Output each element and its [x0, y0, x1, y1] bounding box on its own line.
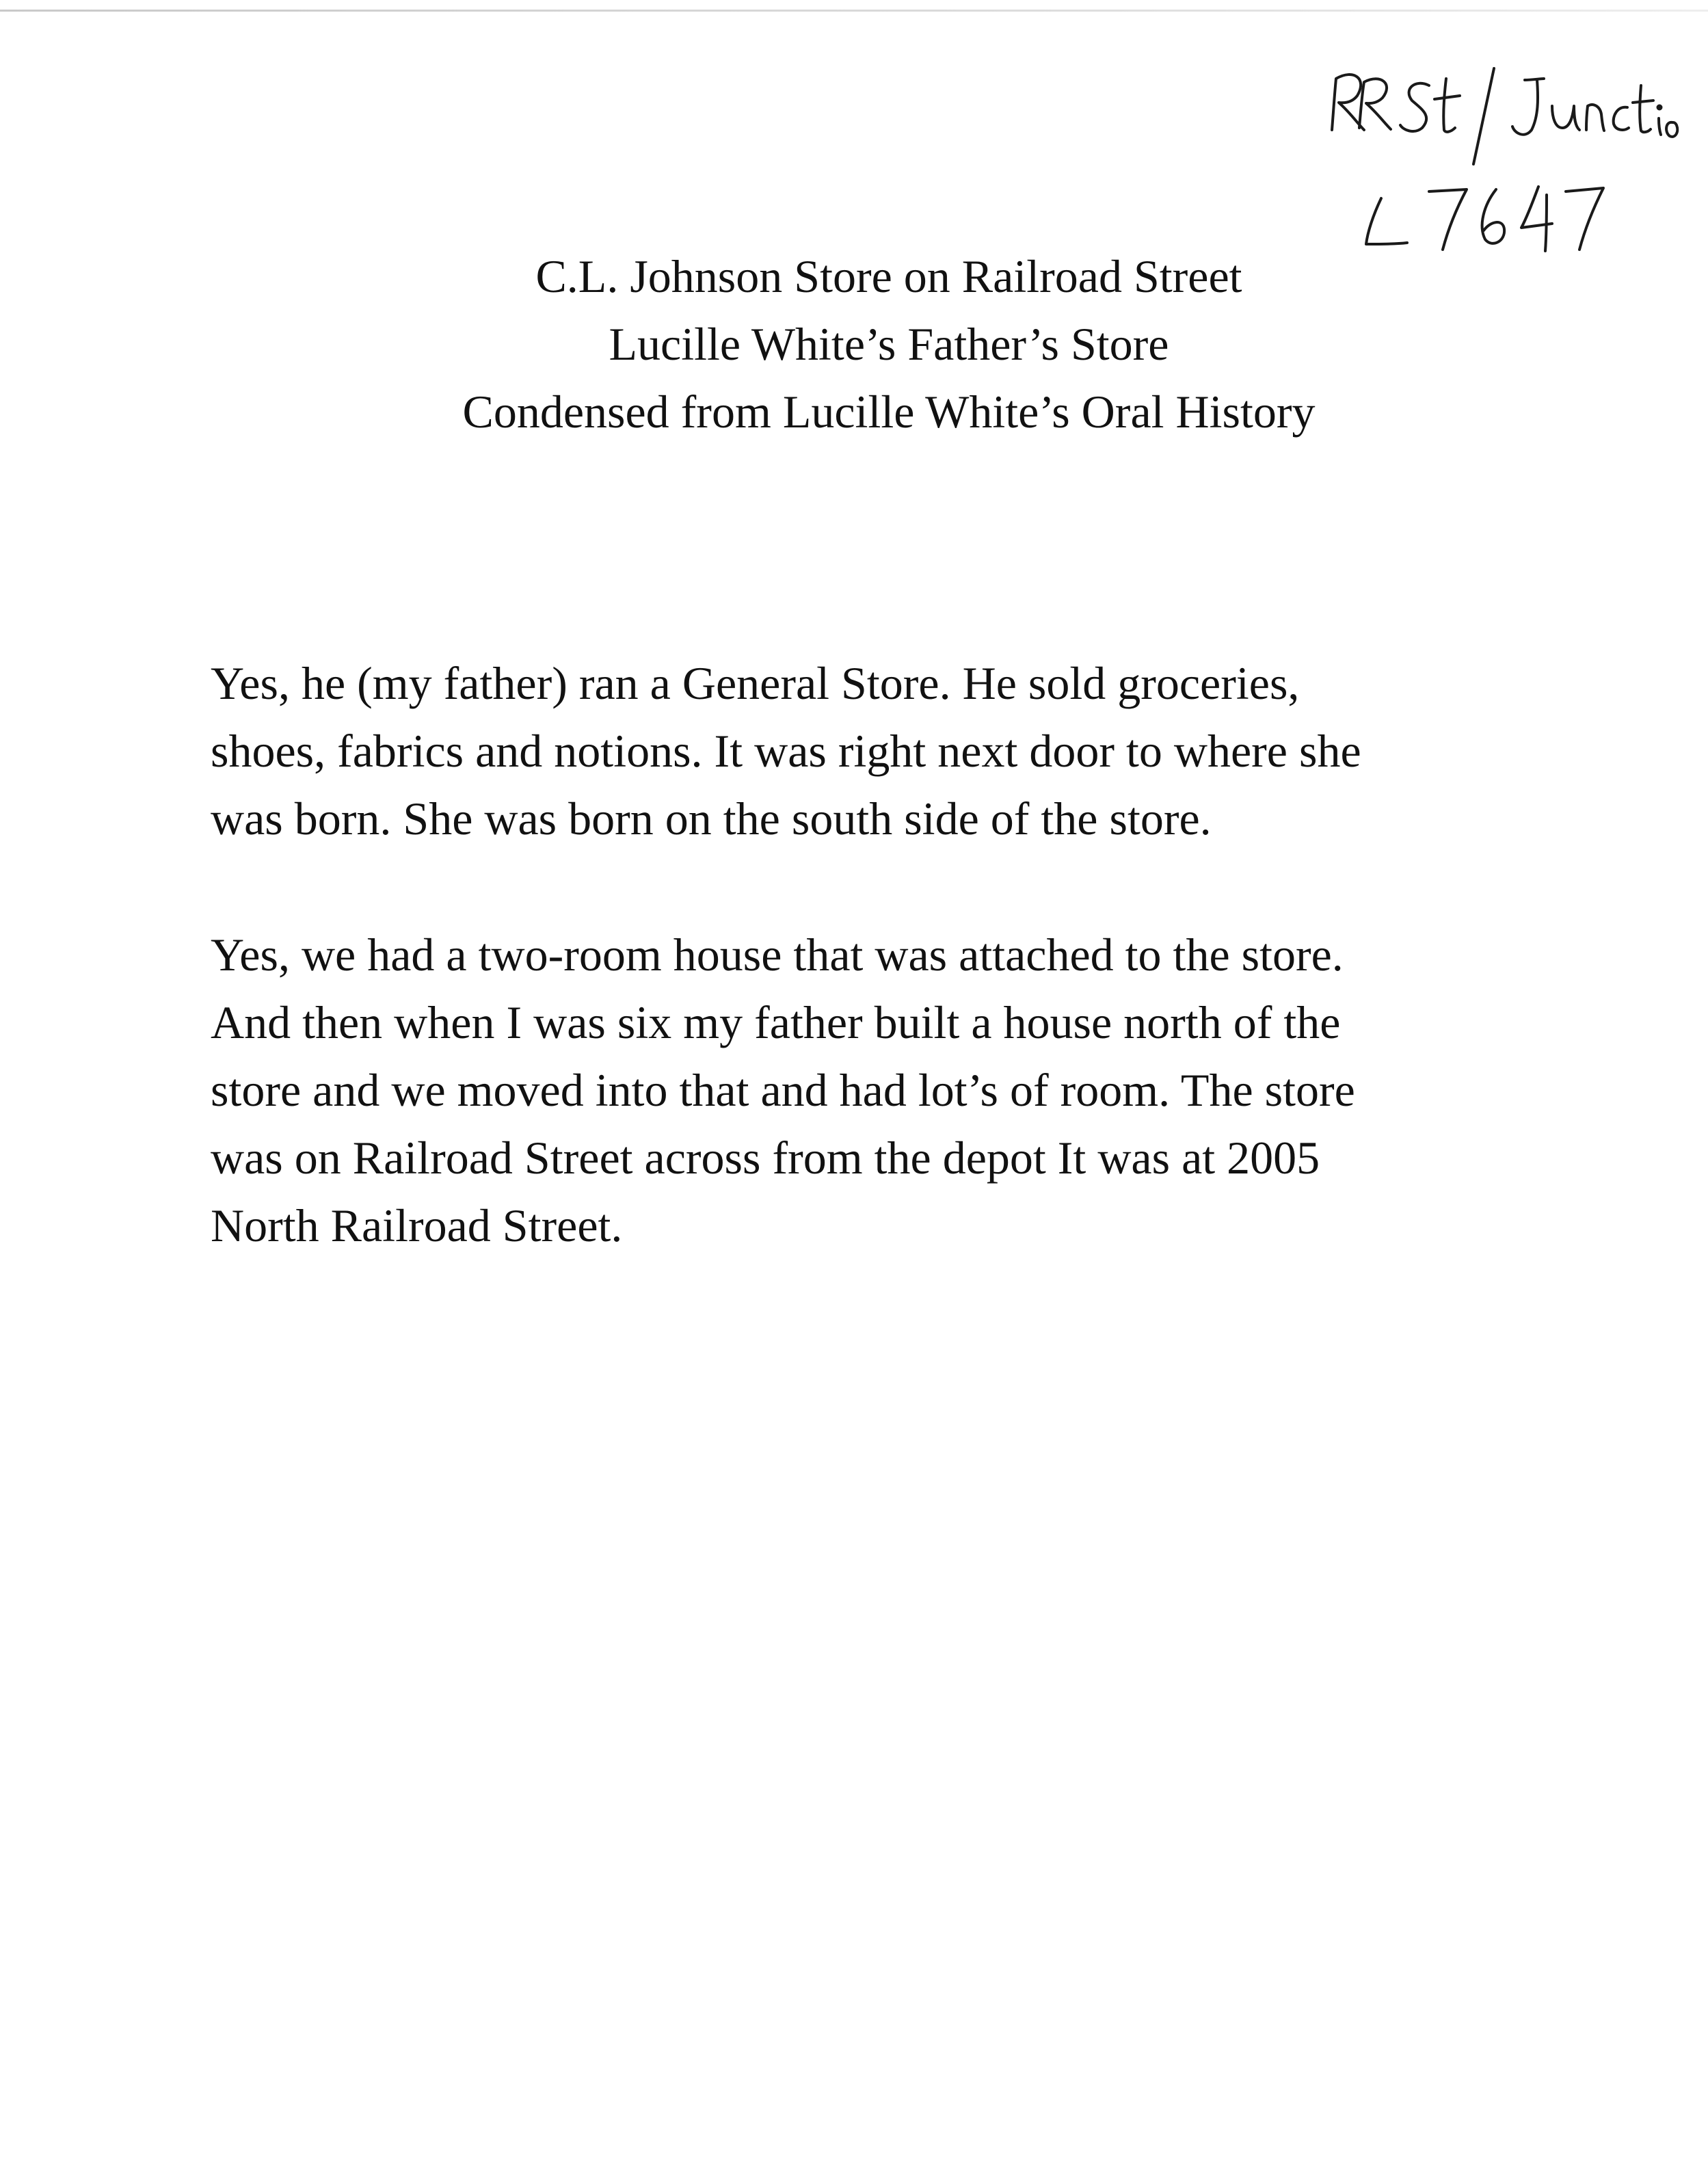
handwritten-note-drawing	[1326, 65, 1682, 270]
document-body	[211, 650, 1544, 1328]
header-subtitle: Lucille White’s Father’s Store	[609, 318, 1169, 370]
header-title: C.L. Johnson Store on Railroad Street	[535, 250, 1242, 302]
scan-top-edge	[0, 10, 1708, 12]
paragraph-line: And then when I was six my father built a house north of the	[211, 996, 1341, 1048]
paragraph-line: Yes, we had a two-room house that was attached to the store.	[211, 929, 1344, 981]
header-source: Condensed from Lucille White’s Oral History	[462, 386, 1316, 438]
paragraph-line: shoes, fabrics and notions. It was right next door to where she	[211, 725, 1361, 777]
paragraph-line: North Railroad Street.	[211, 1199, 623, 1251]
document-header	[342, 243, 1436, 446]
paragraph-line: was born. She was born on the south side of the store.	[211, 793, 1212, 845]
paragraph-1	[211, 650, 1544, 853]
paragraph-line: Yes, he (my father) ran a General Store. He sold groceries,	[211, 657, 1300, 709]
paragraph-line: was on Railroad Street across from the depot It was at 2005	[211, 1132, 1320, 1184]
paragraph-line: store and we moved into that and had lot’s of room. The store	[211, 1064, 1355, 1116]
paragraph-2	[211, 921, 1544, 1260]
handwritten-note	[1326, 65, 1682, 270]
